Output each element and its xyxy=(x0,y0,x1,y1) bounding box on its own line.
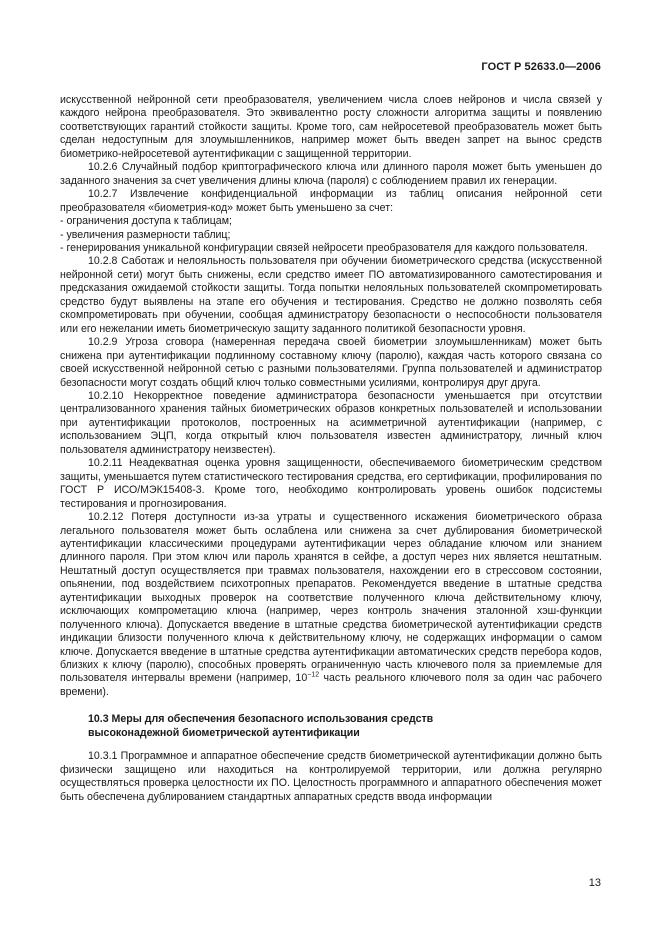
list-item: - генерирования уникальной конфигурации связей нейросети преобразователя для каждого пользователя. xyxy=(60,241,588,254)
section-title-line-1: 10.3 Меры для обеспечения безопасного использования средств xyxy=(88,713,434,726)
paragraph-10-2-12-tail: часть реального ключевого поля за один час рабочего времени). xyxy=(60,672,602,698)
section-title xyxy=(60,712,602,740)
paragraph-10-2-11: 10.2.11 Неадекватная оценка уровня защищенности, обеспечиваемого биометрическим средством защиты, уменьшается путем статистического тестирования средства, его сертификации, профилирования по ГОСТ Р ИСО/МЭК15408-3. Кроме того, необходимо контролировать уровень ошибок подсистемы тестирования и прогнозирования. xyxy=(60,457,602,510)
paragraph-continuation: искусственной нейронной сети преобразователя, увеличением числа слоев нейронов и числа связей у каждого нейрона преобразователя. Это эквивалентно росту сложности алгоритма защиты и появлению соответствующих гарантий стойкости защиты. Кроме того, сам нейросетевой преобразователь может быть сделан недоступным для злоумышленников, например может быть введен запрет на вынос средств биометрико-нейросетевой аутентификации с защищенной территории. xyxy=(60,94,602,160)
paragraph-10-2-12 xyxy=(60,511,602,699)
list-item: - увеличения размерности таблиц; xyxy=(60,228,231,241)
paragraph-10-2-12-text: 10.2.12 Потеря доступности из-за утраты и существенного искажения биометрического образа легального пользователя может быть ослаблена или снижена за счет дублирования биометрической аутентификации классическими процедурами аутентификации через обладание ключом или знанием длинного пароля. При этом ключ или пароль хранятся в сейфе, а доступ через них является нештатным. Нештатный доступ осуществляется при травмах пользователя, нахождении его в стрессовом состоянии, опьянении, под воздействием психотропных препаратов. Рекомендуется введение в штатные средства аутентификации выходных проверок на соответствие полученного ключа действительному ключу, исключающих компрометацию ключа (например, через контроль значения эталонной хэш-функции полученного ключа). Допускается введение в штатные средства биометрической аутентификации средств индикации близости полученного ключа к действительному ключу, не содержащих информации о самом ключе. Допускается введение в штатные средства аутентификации автоматических средств перебора кодов, близких к ключу (паролю), способных проверять ограниченную часть ключевого поля за приемлемые для пользователя интервалы времени (например, 10 xyxy=(60,511,602,685)
page-number: 13 xyxy=(588,877,601,889)
paragraph-10-2-9: 10.2.9 Угроза сговора (намеренная передача своей биометрии злоумышленникам) может быть снижена при аутентификации подлинному составному ключу (паролю), каждая часть которого связана со своей искусственной нейронной сетью с разными пользователями. Группа пользователей и администратор безопасности могут создать общий ключ только совместными усилиями, контролируя друг друга. xyxy=(60,336,602,389)
paragraph-10-2-8: 10.2.8 Саботаж и нелояльность пользователя при обучении биометрического средства (искусственной нейронной сети) могут быть снижены, если средство имеет ПО автоматизированного самотестирования и предсказания ожидаемой стойкости защиты. Тогда попытки нелояльных пользователей скомпрометировать средство будут выявлены на этапе его обучения и тестирования. Средство не должно позволять себя скомпрометировать при обучении, сообщая администратору безопасности о неспособности пользователя или его нежелании иметь биометрическую защиту заданного политикой безопасности уровня. xyxy=(60,255,602,335)
section-title-line-2: высоконадежной биометрической аутентификации xyxy=(88,727,360,740)
paragraph-10-3-1: 10.3.1 Программное и аппаратное обеспечение средств биометрической аутентификации должно быть физически защищено или находиться на контролируемой территории, или должна регулярно осуществляться проверка целостности их ПО. Целостность программного и аппаратного обеспечения может быть обеспечена дублированием стандартных аппаратных средств ввода информации xyxy=(60,750,602,803)
paragraph-10-2-10: 10.2.10 Некорректное поведение администратора безопасности уменьшается при отсутствии централизованного хранения тайных биометрических образов конкретных пользователей и использовании при аутентификации протоколов, построенных на асимметричной аутентификации (например, с использованием ЭЦП, когда открытый ключ пользователя известен администратору, личный ключ пользователя администратору неизвестен). xyxy=(60,389,602,456)
paragraph-10-2-6: 10.2.6 Случайный подбор криптографического ключа или длинного пароля может быть уменьшен до заданного значения за счет увеличения длины ключа (пароля) с соблюдением правил их генерации. xyxy=(60,161,602,187)
list-item: - ограничения доступа к таблицам; xyxy=(60,215,232,228)
exponent: −12 xyxy=(307,671,320,679)
standard-header: ГОСТ Р 52633.0—2006 xyxy=(481,61,601,73)
document-body xyxy=(60,94,602,804)
paragraph-10-2-7: 10.2.7 Извлечение конфиденциальной информации из таблиц описания нейронной сети преобразователя «биометрия-код» может быть уменьшено за счет: xyxy=(60,188,602,214)
